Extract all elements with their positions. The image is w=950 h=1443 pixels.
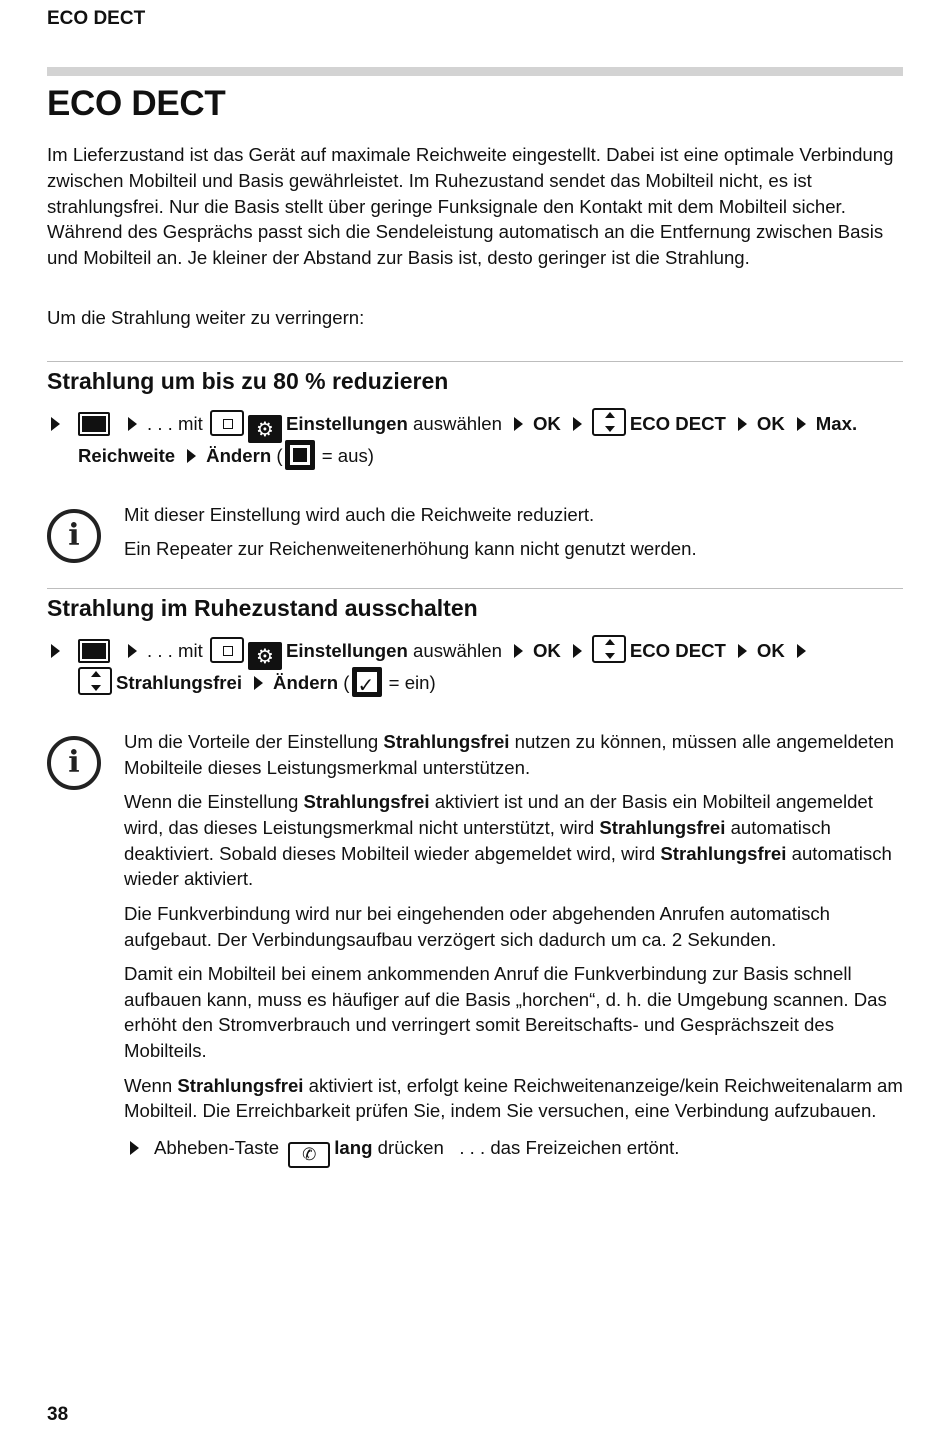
menu-entry-range: Reichweite (78, 445, 176, 466)
settings-gear-icon: ⚙ (248, 642, 282, 670)
step-arrow-icon (130, 1141, 139, 1155)
intro-lead-in: Um die Strahlung weiter zu verringern: (47, 307, 365, 328)
step-arrow-icon (797, 417, 806, 431)
info-note-reduce (124, 502, 905, 571)
menu-key-icon (78, 639, 110, 663)
menu-key-icon (78, 412, 110, 436)
section-title-idle-off: Strahlung im Ruhezustand ausschalten (47, 595, 478, 621)
offhook-phone-key-icon: ✆ (288, 1142, 330, 1168)
page-title: ECO DECT (47, 84, 226, 123)
settings-gear-icon: ⚙ (248, 415, 282, 443)
section-title-reduce: Strahlung um bis zu 80 % reduzieren (47, 368, 449, 394)
step-text: . . . mit (147, 640, 203, 661)
intro-paragraph: Im Lieferzustand ist das Gerät auf maximale Reichweite eingestellt. Dabei ist eine optimale Verbindung zwischen Mobilteil und Basis gewährleistet. Im Ruhezustand sendet das Mobilteil nicht, es ist strahlungsfrei. Nur die Basis stellt über geringe Funksignale den Kontakt mit dem Mobilteil sicher. Während des Gesprächs passt sich die Sendeleistung automatisch an die Entfernung zwischen Basis und Mobilteil an. Je kleiner der Abstand zur Basis ist, desto geringer ist die Strahlung. (47, 144, 894, 269)
menu-entry-eco-dect: ECO DECT (629, 413, 726, 434)
state-text: = aus) (321, 445, 374, 466)
step-arrow-icon (514, 644, 523, 658)
checkbox-checked-icon (352, 667, 382, 697)
long-press-label: lang (334, 1136, 373, 1158)
step-arrow-icon (51, 644, 60, 658)
step-arrow-icon (738, 644, 747, 658)
running-head: ECO DECT (47, 8, 146, 29)
ok-key-label: OK (756, 640, 785, 661)
ok-key-label: OK (532, 640, 561, 661)
section-divider (47, 588, 903, 589)
ok-key-label: OK (532, 413, 561, 434)
step-text: auswählen (413, 640, 502, 661)
up-down-key-icon (592, 408, 626, 436)
menu-entry-eco-dect: ECO DECT (629, 640, 726, 661)
change-softkey-label: Ändern (273, 672, 339, 693)
step-arrow-icon (51, 417, 60, 431)
info-note-idle-off (124, 729, 905, 1163)
menu-entry-max: Max. (815, 413, 858, 434)
step-arrow-icon (573, 644, 582, 658)
step-text: auswählen (413, 413, 502, 434)
menu-entry-settings: Einstellungen (285, 413, 408, 434)
step-result-text: . . . das Freizeichen ertönt. (459, 1136, 680, 1158)
note-text: Um die Vorteile der Einstellung Strahlungsfrei nutzen zu können, müssen alle angemeldeten Mobilteile dieses Leistungsmerkmal unterstützen. (124, 731, 894, 778)
page-number: 38 (47, 1404, 69, 1425)
step-arrow-icon (187, 449, 196, 463)
step-text: drücken (377, 1136, 444, 1158)
step-text: . . . mit (147, 413, 203, 434)
sub-step-offhook (124, 1133, 905, 1163)
step-arrow-icon (797, 644, 806, 658)
menu-entry-radiation-free: Strahlungsfrei (116, 672, 243, 693)
step-arrow-icon (254, 676, 263, 690)
step-arrow-icon (128, 417, 137, 431)
step-arrow-icon (573, 417, 582, 431)
note-text: Wenn die Einstellung Strahlungsfrei aktiviert ist und an der Basis ein Mobilteil angemeldet wird, das dieses Leistungsmerkmal nicht unterstützt, wird Strahlungsfrei automatisch deaktiviert. Sobald dieses Mobilteil wieder abgemeldet wird, wird Strahlungsfrei automatisch wieder aktiviert. (124, 791, 892, 890)
note-text: Ein Repeater zur Reichenweitenerhöhung kann nicht genutzt werden. (124, 538, 697, 560)
checkbox-empty-icon (285, 440, 315, 470)
note-text: Wenn Strahlungsfrei aktiviert ist, erfolgt keine Reichweitenanzeige/kein Reichweitenalarm am Mobilteil. Die Erreichbarkeit prüfen Sie, indem Sie versuchen, eine Verbindung aufzubauen. (124, 1074, 903, 1122)
note-text: Damit ein Mobilteil bei einem ankommenden Anruf die Funkverbindung zur Basis schnell aufbauen kann, muss es häufiger auf die Basis „horchen“, d. h. die Umgebung scannen. Das erhöht den Stromverbrauch und verringert somit Bereitschafts- und Gesprächszeit des Mobilteils. (124, 962, 887, 1062)
step-text: Abheben-Taste (154, 1136, 280, 1158)
step-arrow-icon (738, 417, 747, 431)
state-text: = ein) (388, 672, 436, 693)
header-rule (47, 67, 903, 76)
navigation-key-icon (210, 637, 244, 663)
instruction-step-reduce (47, 408, 903, 472)
step-text: ( (343, 672, 350, 693)
up-down-key-icon (592, 635, 626, 663)
navigation-key-icon (210, 410, 244, 436)
change-softkey-label: Ändern (206, 445, 272, 466)
instruction-step-idle-off (47, 635, 903, 699)
info-icon: i (47, 509, 101, 563)
step-arrow-icon (128, 644, 137, 658)
note-text: Mit dieser Einstellung wird auch die Reichweite reduziert. (124, 504, 595, 525)
section-divider (47, 361, 903, 362)
note-text: Die Funkverbindung wird nur bei eingehenden oder abgehenden Anrufen automatisch aufgebaut. Der Verbindungsaufbau verzögert sich dadurch um ca. 2 Sekunden. (124, 902, 831, 950)
step-arrow-icon (514, 417, 523, 431)
ok-key-label: OK (756, 413, 785, 434)
step-text: ( (276, 445, 283, 466)
up-down-key-icon (78, 667, 112, 695)
menu-entry-settings: Einstellungen (285, 640, 408, 661)
info-icon: i (47, 736, 101, 790)
